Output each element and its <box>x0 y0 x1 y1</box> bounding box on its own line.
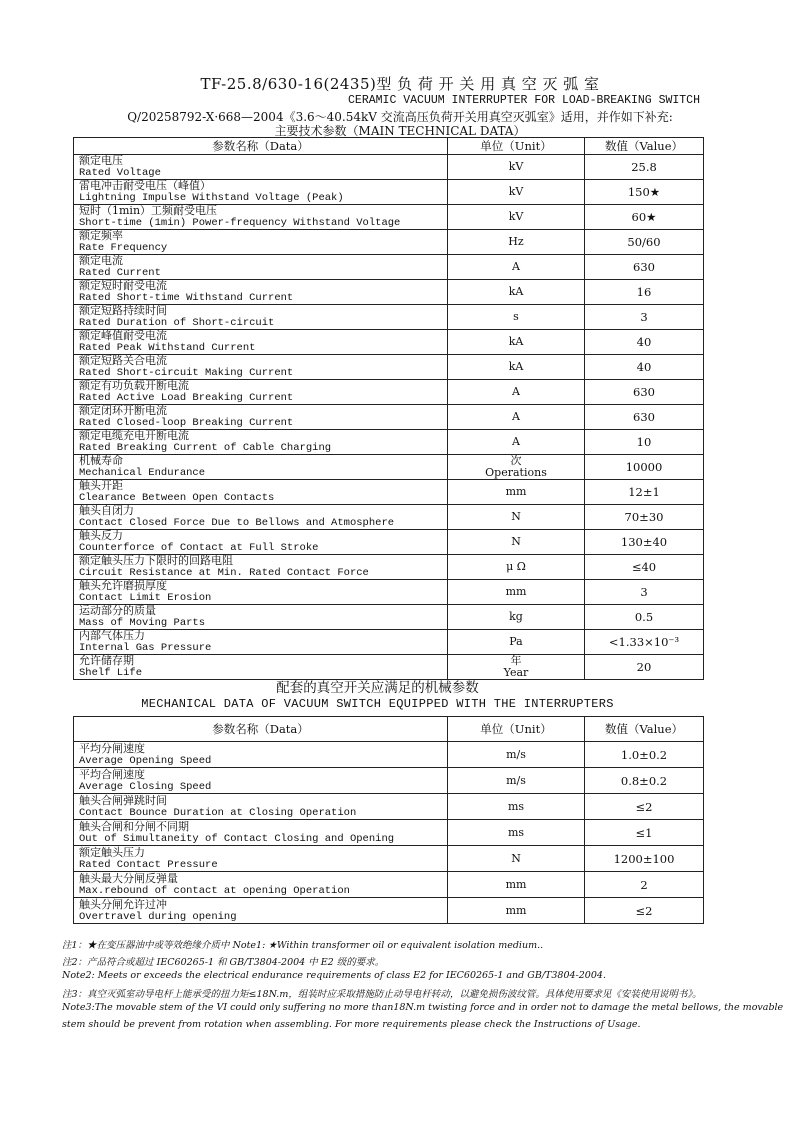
note-1: 注1：★在变压器油中或等效绝缘介质中 Note1: ★Within transformer oil or equivalent isolation medium.. <box>62 940 544 951</box>
header-value: 数值（Value） <box>585 138 704 155</box>
parameter-name-zh: 额定电压 <box>79 154 123 167</box>
main-technical-data-table <box>73 137 704 680</box>
parameter-value: 16 <box>585 280 704 305</box>
parameter-name-zh: 运动部分的质量 <box>79 604 156 617</box>
parameter-name-zh: 额定有功负载开断电流 <box>79 379 189 392</box>
table-row <box>74 768 704 794</box>
note-2-zh: 注2：产品符合或超过 IEC60265-1 和 GB/T3804-2004 中 E2 级的要求。 <box>62 957 385 968</box>
parameter-unit: m/s <box>448 742 585 768</box>
parameter-name-zh: 触头允许磨损厚度 <box>79 579 167 592</box>
parameter-value: 3 <box>585 305 704 330</box>
table-row <box>74 355 704 380</box>
parameter-name <box>74 230 448 255</box>
table-row <box>74 605 704 630</box>
parameter-value: 25.8 <box>585 155 704 180</box>
parameter-unit: m/s <box>448 768 585 794</box>
header-data: 参数名称（Data） <box>74 138 448 155</box>
parameter-value: ≤40 <box>585 555 704 580</box>
parameter-name <box>74 846 448 872</box>
parameter-name <box>74 405 448 430</box>
parameter-value: 10000 <box>585 455 704 480</box>
parameter-name-en: Rated Closed-loop Breaking Current <box>79 417 294 429</box>
unit-en: Operations <box>485 466 547 479</box>
parameter-name-zh: 额定频率 <box>79 229 123 242</box>
parameter-name <box>74 430 448 455</box>
parameter-name-zh: 触头开距 <box>79 479 123 492</box>
table-row <box>74 455 704 480</box>
parameter-unit: A <box>448 405 585 430</box>
parameter-name-zh: 触头最大分闸反弹量 <box>79 871 178 885</box>
header-value: 数值（Value） <box>585 717 704 742</box>
table-row <box>74 580 704 605</box>
table-row <box>74 430 704 455</box>
header-data: 参数名称（Data） <box>74 717 448 742</box>
parameter-value: 70±30 <box>585 505 704 530</box>
parameter-name-zh: 平均分闸速度 <box>79 741 145 755</box>
parameter-name-en: Lightning Impulse Withstand Voltage (Peak) <box>79 192 344 204</box>
table-row <box>74 872 704 898</box>
parameter-value: 630 <box>585 380 704 405</box>
table-row <box>74 794 704 820</box>
parameter-name-en: Max.rebound of contact at opening Operation <box>79 884 350 897</box>
table-row <box>74 742 704 768</box>
parameter-name-zh: 触头合闸和分闸不同期 <box>79 819 189 833</box>
parameter-name <box>74 794 448 820</box>
note-3-en-line2: stem should be prevent from rotation when assembling. For more requirements please check the Instructions of Usage. <box>62 1019 641 1030</box>
parameter-unit: kA <box>448 355 585 380</box>
parameter-name-en: Short-time (1min) Power-frequency Withstand Voltage <box>79 217 401 229</box>
parameter-unit: kV <box>448 155 585 180</box>
parameter-name-en: Mass of Moving Parts <box>79 617 206 629</box>
parameter-unit: kA <box>448 280 585 305</box>
header-unit: 单位（Unit） <box>448 138 585 155</box>
parameter-name-zh: 额定触头压力下限时的回路电阻 <box>79 554 233 567</box>
parameter-name-zh: 触头反力 <box>79 529 123 542</box>
table-row <box>74 846 704 872</box>
parameter-name-zh: 触头自闭力 <box>79 504 134 517</box>
parameter-value: 40 <box>585 355 704 380</box>
table-row <box>74 405 704 430</box>
parameter-name-en: Contact Limit Erosion <box>79 592 212 604</box>
parameter-name-en: Circuit Resistance at Min. Rated Contact Force <box>79 567 369 579</box>
parameter-name <box>74 180 448 205</box>
table-row <box>74 205 704 230</box>
parameter-unit: mm <box>448 898 585 924</box>
parameter-name <box>74 742 448 768</box>
parameter-name-zh: 触头分闸允许过冲 <box>79 897 167 911</box>
document-subtitle: CERAMIC VACUUM INTERRUPTER FOR LOAD-BREAKING SWITCH <box>348 94 700 107</box>
parameter-name-zh: 内部气体压力 <box>79 629 145 642</box>
parameter-unit: N <box>448 505 585 530</box>
table-row <box>74 480 704 505</box>
parameter-name <box>74 630 448 655</box>
parameter-value: 0.5 <box>585 605 704 630</box>
parameter-name-zh: 机械寿命 <box>79 454 123 467</box>
parameter-name <box>74 455 448 480</box>
parameter-name <box>74 768 448 794</box>
parameter-name-en: Rated Contact Pressure <box>79 858 218 871</box>
parameter-unit: A <box>448 380 585 405</box>
parameter-name-en: Rated Current <box>79 267 161 279</box>
note-3-zh: 注3：真空灭弧室动导电杆上能承受的扭力矩≤18N.m，组装时应采取措施防止动导电杆转动，以避免损伤波纹管。具体使用要求见《安装使用说明书》。 <box>62 989 702 1000</box>
table-row <box>74 305 704 330</box>
parameter-name-zh: 额定峰值耐受电流 <box>79 329 167 342</box>
parameter-unit: kA <box>448 330 585 355</box>
parameter-value: ≤2 <box>585 898 704 924</box>
parameter-name <box>74 355 448 380</box>
parameter-unit: N <box>448 530 585 555</box>
parameter-name-zh: 允许储存期 <box>79 654 134 667</box>
table-row <box>74 155 704 180</box>
parameter-name-zh: 额定电流 <box>79 254 123 267</box>
parameter-name-zh: 雷电冲击耐受电压（峰值） <box>79 179 211 192</box>
parameter-name-zh: 额定触头压力 <box>79 845 145 859</box>
header-unit: 单位（Unit） <box>448 717 585 742</box>
parameter-name <box>74 305 448 330</box>
table-row <box>74 530 704 555</box>
parameter-value: 50/60 <box>585 230 704 255</box>
parameter-name <box>74 898 448 924</box>
parameter-name-en: Rated Breaking Current of Cable Charging <box>79 442 332 454</box>
parameter-name-en: Contact Closed Force Due to Bellows and Atmosphere <box>79 517 395 529</box>
table-row <box>74 380 704 405</box>
parameter-unit: mm <box>448 580 585 605</box>
parameter-name-en: Rated Voltage <box>79 167 161 179</box>
parameter-unit: μ Ω <box>448 555 585 580</box>
table-row <box>74 255 704 280</box>
parameter-name-zh: 额定短时耐受电流 <box>79 279 167 292</box>
parameter-name-en: Rated Peak Withstand Current <box>79 342 256 354</box>
parameter-value: 3 <box>585 580 704 605</box>
parameter-name-en: Counterforce of Contact at Full Stroke <box>79 542 319 554</box>
parameter-name <box>74 380 448 405</box>
parameter-unit: mm <box>448 480 585 505</box>
parameter-name-zh: 短时（1min）工频耐受电压 <box>79 204 218 217</box>
parameter-name-en: Overtravel during opening <box>79 910 237 923</box>
table-row <box>74 180 704 205</box>
parameter-unit: s <box>448 305 585 330</box>
parameter-unit: A <box>448 430 585 455</box>
parameter-name-en: Mechanical Endurance <box>79 467 206 479</box>
parameter-name <box>74 155 448 180</box>
parameter-name <box>74 330 448 355</box>
parameter-unit: N <box>448 846 585 872</box>
mech-section-title-en: MECHANICAL DATA OF VACUUM SWITCH EQUIPPED WITH THE INTERRUPTERS <box>141 697 614 711</box>
table-row <box>74 820 704 846</box>
table-row <box>74 898 704 924</box>
parameter-name-en: Average Opening Speed <box>79 754 212 767</box>
parameter-value: 20 <box>585 655 704 680</box>
unit-en: Year <box>503 666 529 679</box>
parameter-value: 10 <box>585 430 704 455</box>
table-header-row <box>74 138 704 155</box>
table-row <box>74 555 704 580</box>
parameter-unit: kV <box>448 205 585 230</box>
parameter-name <box>74 280 448 305</box>
parameter-name <box>74 555 448 580</box>
parameter-name-en: Rated Short-time Withstand Current <box>79 292 294 304</box>
table-row <box>74 630 704 655</box>
parameter-name-en: Shelf Life <box>79 667 143 679</box>
parameter-name <box>74 480 448 505</box>
parameter-name <box>74 205 448 230</box>
table-row <box>74 505 704 530</box>
parameter-name <box>74 255 448 280</box>
parameter-value: 12±1 <box>585 480 704 505</box>
parameter-name-en: Contact Bounce Duration at Closing Operation <box>79 806 357 819</box>
parameter-value: 630 <box>585 255 704 280</box>
parameter-name-en: Average Closing Speed <box>79 780 212 793</box>
parameter-unit: kV <box>448 180 585 205</box>
parameter-unit: Pa <box>448 630 585 655</box>
parameter-value: 1200±100 <box>585 846 704 872</box>
mech-section-title-zh: 配套的真空开关应满足的机械参数 <box>276 680 479 696</box>
table-row <box>74 230 704 255</box>
parameter-name-en: Rated Short-circuit Making Current <box>79 367 294 379</box>
parameter-value: 130±40 <box>585 530 704 555</box>
parameter-value: 40 <box>585 330 704 355</box>
parameter-name-en: Rate Frequency <box>79 242 168 254</box>
table-row <box>74 280 704 305</box>
parameter-value: 2 <box>585 872 704 898</box>
main-table-title: 主要技术参数（MAIN TECHNICAL DATA） <box>274 124 526 138</box>
parameter-name-en: Internal Gas Pressure <box>79 642 212 654</box>
parameter-name <box>74 605 448 630</box>
parameter-name-en: Out of Simultaneity of Contact Closing and Opening <box>79 832 395 845</box>
parameter-name-zh: 平均合闸速度 <box>79 767 145 781</box>
standard-reference: Q/20258792-X·668—2004《3.6～40.54kV 交流高压负荷开关用真空灭弧室》适用，并作如下补充: <box>127 110 673 124</box>
parameter-unit: kg <box>448 605 585 630</box>
document-title: TF-25.8/630-16(2435)型 负 荷 开 关 用 真 空 灭 弧 室 <box>200 75 600 93</box>
parameter-unit: Hz <box>448 230 585 255</box>
parameter-value: 0.8±0.2 <box>585 768 704 794</box>
table-header-row <box>74 717 704 742</box>
mechanical-data-table <box>73 716 704 924</box>
parameter-value: ≤1 <box>585 820 704 846</box>
parameter-name-zh: 额定短路关合电流 <box>79 354 167 367</box>
parameter-unit: ms <box>448 820 585 846</box>
parameter-name-zh: 触头合闸弹跳时间 <box>79 793 167 807</box>
note-3-en-line1: Note3:The movable stem of the VI could only suffering no more than18N.m twisting force and in order not to damage the metal bellows, the movable <box>62 1002 784 1013</box>
parameter-name-en: Clearance Between Open Contacts <box>79 492 275 504</box>
parameter-name <box>74 580 448 605</box>
parameter-unit <box>448 455 585 480</box>
parameter-name <box>74 530 448 555</box>
parameter-value: 630 <box>585 405 704 430</box>
table-row <box>74 330 704 355</box>
parameter-name <box>74 872 448 898</box>
parameter-name-en: Rated Active Load Breaking Current <box>79 392 294 404</box>
parameter-value: 1.0±0.2 <box>585 742 704 768</box>
unit-zh: 次 <box>510 454 522 467</box>
parameter-name-zh: 额定闭环开断电流 <box>79 404 167 417</box>
parameter-name <box>74 505 448 530</box>
parameter-unit: mm <box>448 872 585 898</box>
unit-zh: 年 <box>510 654 522 667</box>
parameter-name-zh: 额定短路持续时间 <box>79 304 167 317</box>
parameter-value: 150★ <box>585 180 704 205</box>
note-2-en: Note2: Meets or exceeds the electrical endurance requirements of class E2 for IEC60265-1 and GB/T3804-2004. <box>62 970 606 981</box>
parameter-unit: ms <box>448 794 585 820</box>
parameter-value: ≤2 <box>585 794 704 820</box>
parameter-value: 60★ <box>585 205 704 230</box>
parameter-unit: A <box>448 255 585 280</box>
parameter-name <box>74 820 448 846</box>
parameter-name-zh: 额定电缆充电开断电流 <box>79 429 189 442</box>
parameter-value: <1.33×10⁻³ <box>585 630 704 655</box>
parameter-name-en: Rated Duration of Short-circuit <box>79 317 275 329</box>
